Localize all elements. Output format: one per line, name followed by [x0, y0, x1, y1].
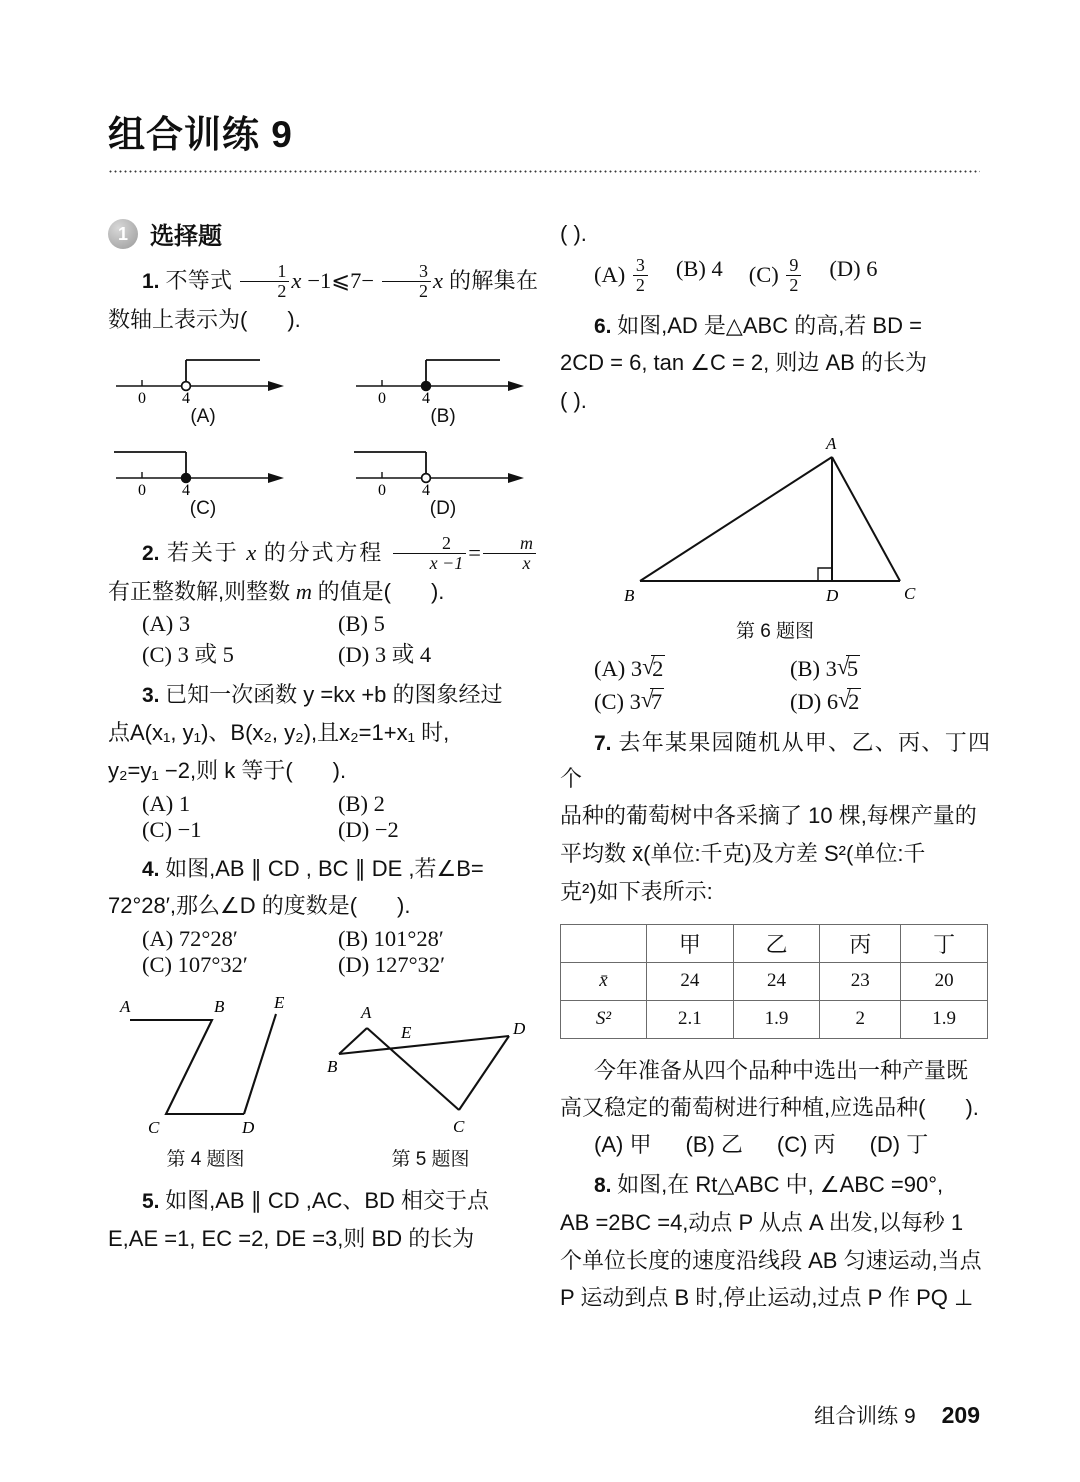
question-1-text-b: 的解集在数轴上表示为( — [108, 268, 538, 332]
question-6-number: 6. — [594, 314, 612, 338]
table-row-label-mean: x̄ — [561, 962, 647, 1000]
figure-4-label-D: D — [242, 1118, 255, 1137]
question-7-line-2 — [560, 798, 990, 834]
question-1 — [108, 262, 538, 338]
footer-page-number: 209 — [941, 1402, 980, 1428]
figure-5-label-A: A — [361, 1003, 372, 1022]
option-5-C-tag: (C) — [748, 261, 779, 287]
question-7-after-text-2b: ). — [965, 1095, 979, 1121]
option-5-B[interactable] — [676, 256, 723, 296]
option-3-C[interactable]: (C) −1 — [142, 816, 202, 842]
figure-6-label-B: B — [624, 585, 635, 605]
figure-5-caption: 第 5 题图 — [391, 1149, 470, 1170]
option-6-C-radicand: 7 — [650, 688, 663, 714]
numberline-svg-A — [108, 346, 298, 404]
radical-sign-icon — [642, 655, 665, 682]
tick-label-0: 0 — [378, 481, 386, 496]
question-6-options-row-2 — [560, 688, 990, 715]
option-5-B-tag: (B) — [675, 255, 706, 281]
question-5-text-2: E,AE =1, EC =2, DE =3,则 BD 的长为 — [108, 1225, 475, 1251]
figure-question-5 — [323, 992, 538, 1171]
option-5-B-value: 4 — [711, 255, 723, 281]
radical-sign-icon — [641, 688, 664, 715]
figure-question-4 — [108, 992, 303, 1171]
fraction-numerator: 3 — [419, 261, 429, 281]
fraction-numerator: m — [520, 532, 533, 553]
figure-6-svg — [560, 429, 990, 614]
figure-5-label-B: B — [327, 1057, 338, 1076]
section-label: 选择题 — [150, 223, 222, 250]
question-6-line-1 — [560, 308, 990, 344]
table-col-header-1: 甲 — [647, 924, 734, 962]
numberline-label-D: (D) — [429, 497, 457, 519]
question-6-options-row-1 — [560, 655, 990, 682]
option-6-A-tag: (A) — [594, 655, 626, 681]
variable-x: x — [246, 539, 257, 565]
statistics-table — [560, 924, 988, 1039]
variable-x-1: x — [291, 268, 302, 294]
question-8-text-4: P 运动到点 B 时,停止运动,过点 P 作 PQ ⊥ — [560, 1285, 974, 1311]
option-6-B[interactable] — [790, 655, 986, 682]
fraction-denominator: 2 — [786, 275, 801, 295]
option-6-B-radicand: 5 — [846, 655, 859, 681]
numberline-label-A: (A) — [190, 405, 216, 427]
page-title-block — [108, 104, 988, 158]
question-6-text-2: 2CD = 6, tan ∠C = 2, 则边 AB 的长为 — [560, 350, 927, 376]
fraction-one-half — [240, 262, 289, 302]
option-5-D-value: 6 — [866, 255, 878, 281]
option-6-B-coefficient: 3 — [825, 655, 837, 681]
title-divider — [108, 170, 980, 173]
section-header — [108, 216, 222, 251]
option-3-B[interactable]: (B) 2 — [338, 790, 385, 816]
table-row-label-variance: S² — [561, 1000, 647, 1038]
question-5-text-1: 如图,AB ∥ CD ,AC、BD 相交于点 — [165, 1188, 490, 1213]
figure-6-label-D: D — [826, 585, 839, 605]
fraction-2-over-x-minus-1 — [393, 534, 467, 574]
fraction-numerator: 9 — [789, 254, 799, 275]
question-5-options — [560, 256, 990, 296]
table-col-header-4: 丁 — [901, 924, 988, 962]
fraction-denominator: x — [483, 553, 536, 573]
question-7-after-table-line-2 — [560, 1090, 990, 1126]
question-7-line-4 — [560, 874, 990, 910]
figure-6-caption: 第 6 题图 — [735, 620, 815, 642]
figure-4-label-C: C — [148, 1118, 160, 1137]
table-cell-mean-3: 23 — [820, 962, 901, 1000]
numberline-svg-C — [108, 438, 298, 496]
table-row — [561, 1000, 988, 1038]
option-5-D[interactable] — [829, 256, 877, 296]
fraction-numerator: 3 — [635, 254, 645, 275]
question-2-text-d: 的值是( — [317, 578, 391, 604]
option-3-A[interactable]: (A) 1 — [142, 790, 191, 816]
tick-label-4: 4 — [182, 481, 190, 496]
numberline-figure-D — [348, 438, 538, 520]
numberline-figure-B — [348, 346, 538, 428]
question-8-number: 8. — [594, 1174, 612, 1198]
fraction-denominator: 2 — [633, 275, 648, 295]
question-4-text-1: 如图,AB ∥ CD , BC ∥ DE ,若∠B= — [165, 855, 484, 881]
left-column — [108, 262, 538, 1259]
radical-sign-icon — [837, 655, 860, 682]
question-4-line-2 — [108, 888, 538, 924]
numberline-figure-A — [108, 346, 298, 428]
question-6-line-2 — [560, 345, 990, 381]
page-footer — [0, 1400, 1080, 1430]
table-cell-variance-1: 2.1 — [647, 1000, 734, 1038]
question-2-text-e: ). — [430, 578, 445, 604]
table-col-header-2: 乙 — [733, 924, 820, 962]
figure-4-svg — [108, 992, 303, 1142]
question-7-text-1: 去年某果园随机从甲、乙、丙、丁四个 — [560, 729, 990, 791]
question-2-text-a: 若关于 — [167, 539, 239, 565]
tick-label-0: 0 — [138, 389, 146, 404]
question-7-text-4: 克²)如下表所示: — [560, 878, 713, 904]
option-2-B[interactable]: (B) 5 — [338, 611, 385, 637]
question-2-options-row-2 — [108, 637, 538, 669]
option-4-A[interactable]: (A) 72°28′ — [142, 926, 238, 951]
option-4-B[interactable]: (B) 101°28′ — [338, 926, 444, 951]
question-7-text-2: 品种的葡萄树中各采摘了 10 棵,每棵产量的 — [560, 803, 977, 829]
question-8-text-1: 如图,在 Rt△ABC 中, ∠ABC =90°, — [617, 1172, 944, 1198]
figure-question-6 — [560, 429, 990, 643]
table-col-header-3: 丙 — [820, 924, 901, 962]
question-5-answer-prompt: ( ). — [560, 221, 587, 246]
q1-figure-group — [108, 346, 538, 520]
figure-4-label-B: B — [214, 997, 225, 1016]
question-5-prompt — [560, 216, 990, 252]
option-6-A-coefficient: 3 — [630, 655, 643, 681]
numberline-label-C: (C) — [189, 497, 217, 519]
question-7-line-3 — [560, 836, 990, 872]
question-3-line-3 — [108, 753, 538, 789]
question-3-options-row-2 — [108, 817, 538, 843]
option-5-A-fraction — [633, 256, 648, 296]
equals-sign: = — [468, 539, 481, 565]
table-cell-mean-2: 24 — [733, 962, 820, 1000]
table-header-row — [561, 924, 988, 962]
option-6-A-radicand: 2 — [652, 655, 664, 681]
figure-5-label-C: C — [453, 1117, 465, 1136]
variable-x-2: x — [433, 268, 444, 294]
question-4-options-row-2 — [108, 952, 538, 978]
question-2-text-b: 的分式方程 — [263, 539, 384, 565]
radical-sign-icon — [838, 688, 861, 715]
variable-m: m — [295, 578, 312, 604]
option-7-C[interactable]: (C) 丙 — [776, 1132, 836, 1158]
option-7-B[interactable]: (B) 乙 — [685, 1132, 743, 1158]
figure-4-label-A: A — [120, 997, 131, 1016]
fraction-denominator: x −1 — [393, 553, 467, 573]
figure-5-label-E: E — [401, 1023, 412, 1042]
numberline-figure-C — [108, 438, 298, 520]
question-1-text-a: 不等式 — [165, 268, 233, 294]
question-8-line-3 — [560, 1243, 990, 1279]
option-5-A[interactable] — [594, 256, 650, 296]
figures-4-5-row — [108, 992, 538, 1171]
page-title: 组合训练 9 — [108, 114, 293, 155]
q1-figures-row-1 — [108, 346, 538, 428]
fraction-m-over-x — [483, 534, 536, 574]
question-3-text-3b: ). — [332, 757, 347, 783]
question-8-text-3: 个单位长度的速度沿线段 AB 匀速运动,当点 — [560, 1247, 982, 1273]
table-cell-mean-4: 20 — [901, 962, 988, 1000]
question-3-text-2: 点A(x₁, y₁)、B(x₂, y₂),且x₂=1+x₁ 时, — [108, 720, 450, 745]
figure-4-label-E: E — [274, 993, 285, 1012]
option-6-D-radicand: 2 — [848, 688, 860, 714]
option-3-D[interactable]: (D) −2 — [338, 816, 399, 842]
table-cell-variance-4: 1.9 — [901, 1000, 988, 1038]
numberline-svg-B — [348, 346, 538, 404]
question-4-text-2: 72°28′,那么∠D 的度数是( — [108, 893, 358, 919]
question-8-line-4 — [560, 1280, 990, 1316]
question-6-text-1: 如图,AD 是△ABC 的高,若 BD = — [617, 312, 922, 338]
question-2-text-c: 有正整数解,则整数 — [108, 578, 291, 604]
option-4-D[interactable]: (D) 127°32′ — [338, 952, 446, 977]
figure-6-label-A: A — [826, 433, 837, 453]
q1-figures-row-2 — [108, 438, 538, 520]
option-5-C-fraction — [786, 256, 801, 296]
question-7-after-text-1: 今年准备从四个品种中选出一种产量既 — [594, 1057, 969, 1083]
question-2-options-row-1 — [108, 611, 538, 637]
fraction-denominator: 2 — [382, 281, 431, 301]
option-4-C[interactable]: (C) 107°32′ — [142, 952, 248, 977]
option-2-D[interactable]: (D) 3 或 4 — [338, 642, 432, 668]
option-7-D[interactable]: (D) 丁 — [869, 1132, 929, 1158]
tick-label-0: 0 — [138, 481, 146, 496]
option-6-D-coefficient: 6 — [826, 688, 839, 714]
question-3-line-2 — [108, 715, 538, 751]
question-4-number: 4. — [142, 857, 160, 881]
question-3-text-3: y₂=y₁ −2,则 k 等于( — [108, 757, 293, 783]
right-column — [560, 216, 990, 1318]
figure-4-caption: 第 4 题图 — [166, 1149, 245, 1170]
table-cell-variance-3: 2 — [820, 1000, 901, 1038]
option-7-A[interactable]: (A) 甲 — [594, 1132, 652, 1158]
fraction-denominator: 2 — [240, 281, 289, 301]
option-6-C-coefficient: 3 — [629, 688, 641, 714]
fraction-three-halves — [382, 262, 431, 302]
question-1-number: 1. — [142, 270, 160, 294]
tick-label-4: 4 — [422, 389, 430, 404]
fraction-numerator: 2 — [441, 532, 451, 553]
numberline-svg-D — [348, 438, 538, 496]
question-7-options — [560, 1128, 990, 1159]
option-6-A[interactable] — [594, 655, 790, 682]
figure-5-svg — [323, 992, 538, 1142]
option-6-B-tag: (B) — [790, 655, 820, 681]
tick-label-0: 0 — [378, 389, 386, 404]
numberline-label-B: (B) — [430, 405, 456, 427]
table-row — [561, 962, 988, 1000]
question-1-text-c: ). — [287, 306, 301, 332]
question-5-number: 5. — [142, 1190, 160, 1213]
option-2-A[interactable]: (A) 3 — [142, 611, 191, 637]
question-7-number: 7. — [594, 731, 612, 755]
question-8-line-2 — [560, 1205, 990, 1241]
question-3-line-1 — [108, 677, 538, 713]
option-2-C[interactable]: (C) 3 或 5 — [142, 642, 234, 668]
question-5-line-1 — [108, 1183, 538, 1219]
question-2 — [108, 534, 538, 610]
option-6-D[interactable] — [790, 688, 986, 715]
question-8-text-2: AB =2BC =4,动点 P 从点 A 出发,以每秒 1 — [560, 1209, 964, 1235]
question-3-text-1: 已知一次函数 y =kx +b 的图象经过 — [165, 682, 503, 708]
option-6-C[interactable] — [594, 688, 790, 715]
table-cell-variance-2: 1.9 — [733, 1000, 820, 1038]
question-7-after-table-line-1 — [560, 1053, 990, 1089]
option-6-C-tag: (C) — [594, 688, 624, 714]
question-1-mid: −1⩽7− — [307, 268, 375, 294]
tick-label-4: 4 — [182, 389, 190, 404]
question-4-text-2b: ). — [397, 893, 411, 919]
question-7-text-3: 平均数 x̄(单位:千克)及方差 S²(单位:千 — [560, 841, 926, 867]
table-cell-mean-1: 24 — [647, 962, 734, 1000]
option-5-D-tag: (D) — [829, 255, 861, 281]
tick-label-4: 4 — [422, 481, 430, 496]
option-5-C[interactable] — [749, 256, 804, 296]
option-6-D-tag: (D) — [790, 688, 822, 714]
question-2-number: 2. — [142, 541, 160, 565]
question-6-text-3: ( ). — [560, 388, 587, 414]
question-7-line-1 — [560, 725, 990, 797]
footer-section-name: 组合训练 9 — [814, 1405, 916, 1428]
question-7-after-text-2: 高又稳定的葡萄树进行种植,应选品种( — [560, 1095, 926, 1121]
question-6-line-3 — [560, 383, 990, 419]
question-3-number: 3. — [142, 684, 160, 708]
table-corner-cell — [561, 924, 647, 962]
question-8-line-1 — [560, 1167, 990, 1203]
question-3-options-row-1 — [108, 791, 538, 817]
figure-5-label-D: D — [513, 1019, 526, 1038]
section-number-badge: 1 — [108, 219, 138, 249]
figure-6-label-C: C — [904, 583, 916, 603]
option-5-A-tag: (A) — [594, 261, 626, 287]
fraction-numerator: 1 — [277, 261, 287, 281]
question-4-line-1 — [108, 851, 538, 887]
question-4-options-row-1 — [108, 926, 538, 952]
question-5-line-2 — [108, 1221, 538, 1257]
